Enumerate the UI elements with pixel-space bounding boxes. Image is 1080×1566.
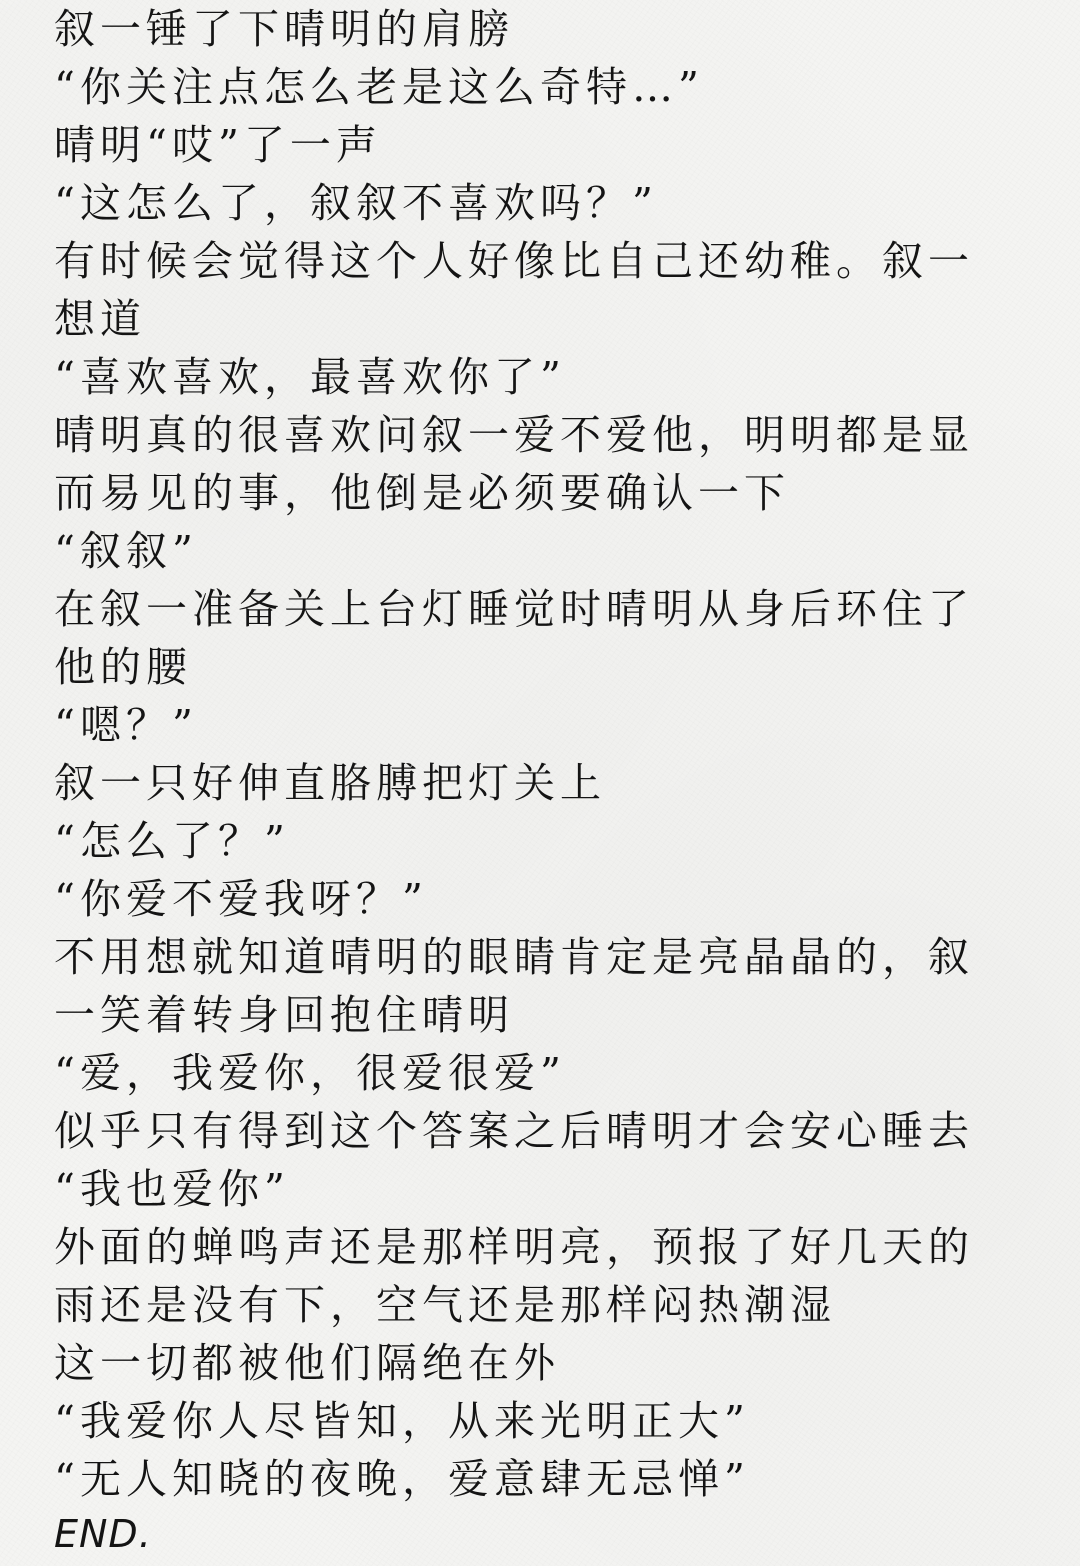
text-line: 叙一锤了下晴明的肩膀 (54, 5, 514, 53)
text-line: 想道 (54, 295, 146, 343)
text-line: 晴明“哎”了一声 (54, 121, 382, 169)
text-line: 在叙一准备关上台灯睡觉时晴明从身后环住了 (54, 585, 974, 633)
text-line: 似乎只有得到这个答案之后晴明才会安心睡去 (54, 1107, 974, 1155)
text-line: “你爱不爱我呀？” (54, 875, 428, 923)
text-line: 一笑着转身回抱住晴明 (54, 991, 514, 1039)
end-mark: END. (54, 1512, 152, 1556)
text-line: 他的腰 (54, 643, 192, 691)
text-line: 晴明真的很喜欢问叙一爱不爱他，明明都是显 (54, 411, 974, 459)
text-line: “叙叙” (54, 527, 198, 575)
text-line: 外面的蝉鸣声还是那样明亮，预报了好几天的 (54, 1223, 974, 1271)
text-line: “你关注点怎么老是这么奇特…” (54, 63, 704, 111)
text-line: “我也爱你” (54, 1165, 290, 1213)
text-line: 雨还是没有下，空气还是那样闷热潮湿 (54, 1281, 836, 1329)
text-line: “嗯？” (54, 701, 198, 749)
text-line: 叙一只好伸直胳膊把灯关上 (54, 759, 606, 807)
text-line: “爱，我爱你，很爱很爱” (54, 1049, 566, 1097)
text-line: “这怎么了，叙叙不喜欢吗？” (54, 179, 658, 227)
text-line: “我爱你人尽皆知，从来光明正大” (54, 1397, 750, 1445)
text-line: “喜欢喜欢，最喜欢你了” (54, 353, 566, 401)
text-line: 有时候会觉得这个人好像比自己还幼稚。叙一 (54, 237, 974, 285)
text-line: “怎么了？” (54, 817, 290, 865)
text-line: 不用想就知道晴明的眼睛肯定是亮晶晶的，叙 (54, 933, 974, 981)
text-line: 这一切都被他们隔绝在外 (54, 1339, 560, 1387)
text-line: 而易见的事，他倒是必须要确认一下 (54, 469, 790, 517)
text-line: “无人知晓的夜晚，爱意肆无忌惮” (54, 1455, 750, 1503)
